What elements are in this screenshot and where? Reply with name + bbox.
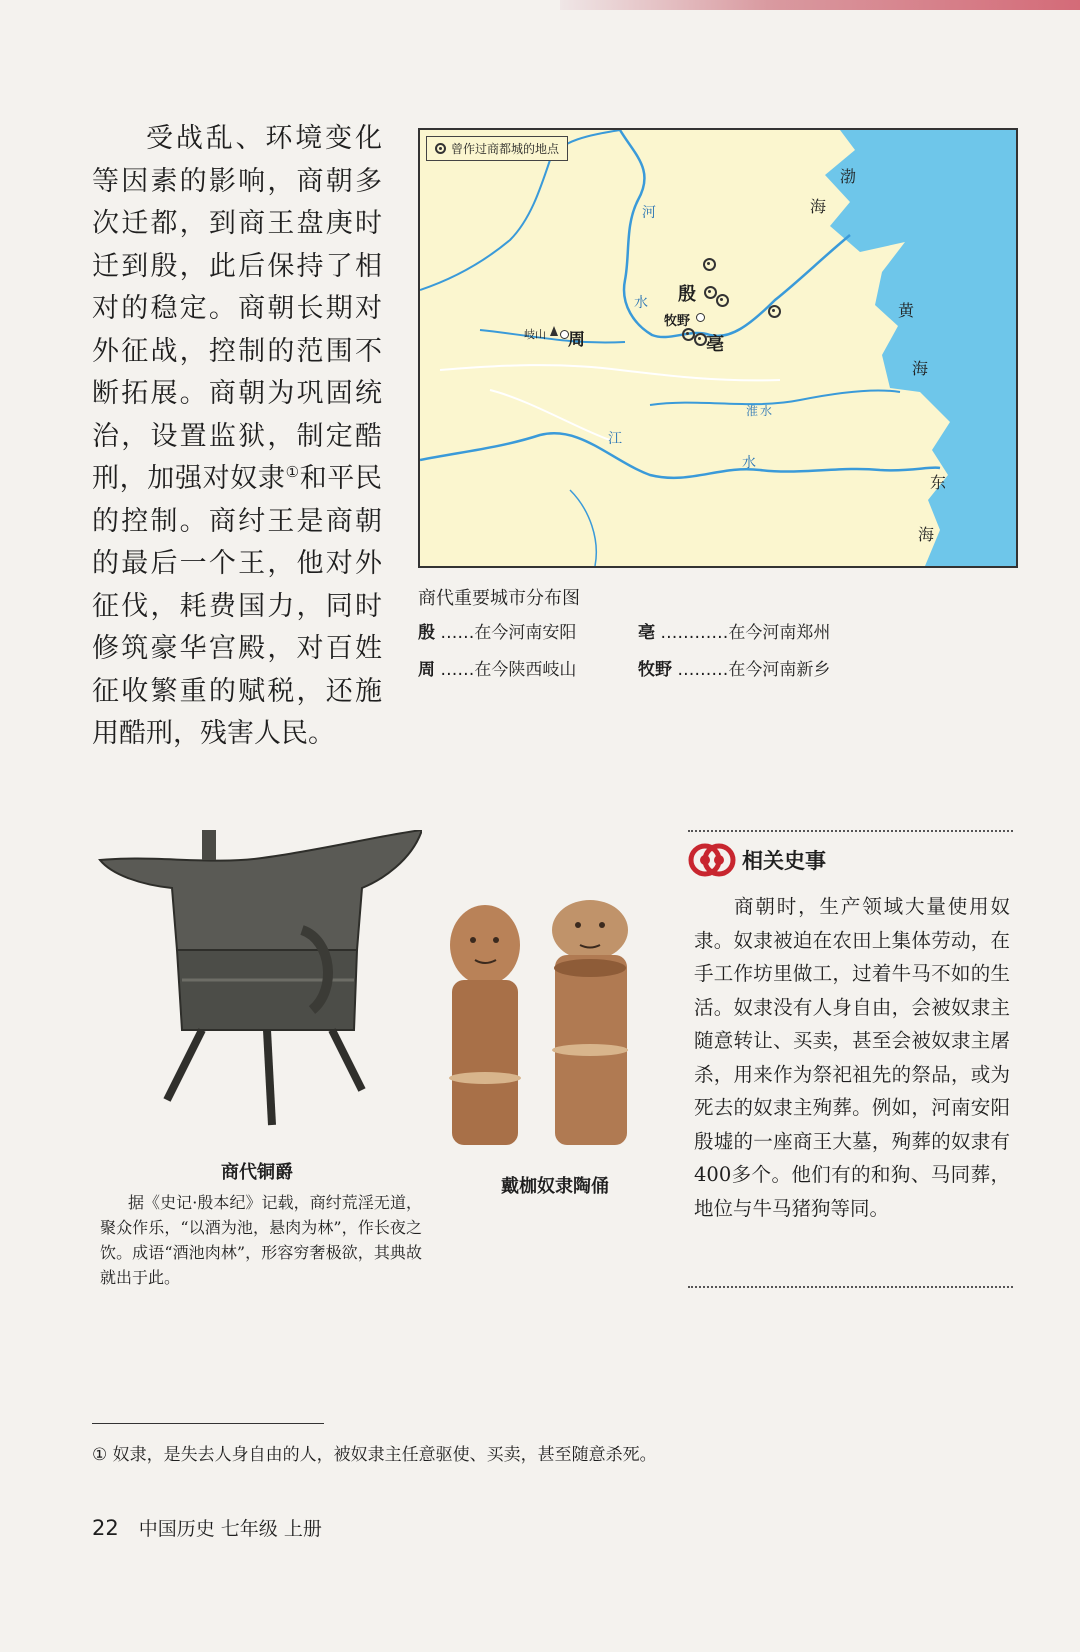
yangtze-river xyxy=(420,433,940,478)
river-label: 水 xyxy=(742,455,756,471)
map-note: 牧野 ………在今河南新乡 xyxy=(638,660,831,680)
slave-figurines-image xyxy=(430,900,655,1150)
mountain-icon xyxy=(550,326,558,336)
sea-label: 海 xyxy=(912,359,929,378)
related-history-box xyxy=(688,830,1013,1290)
city-label-yin: 殷 xyxy=(678,284,696,305)
yellow-river xyxy=(620,130,850,337)
huai-river xyxy=(650,390,900,405)
sea-label: 黄 xyxy=(898,301,915,320)
map-legend xyxy=(426,136,568,161)
map-note: 周 ……在今陕西岐山 xyxy=(418,660,577,680)
sea-label: 渤 xyxy=(840,167,857,186)
map-note: 殷 ……在今河南安阳 xyxy=(418,623,577,643)
figurines-caption: 戴枷奴隶陶俑 xyxy=(501,1176,609,1197)
city-label-muye: 牧野 xyxy=(664,314,691,329)
sidebar-title: 相关史事 xyxy=(742,849,826,873)
page-number: 22 xyxy=(92,1516,119,1540)
map-legend-label: 曾作过商都城的地点 xyxy=(451,142,560,156)
sea-label: 东 xyxy=(930,473,947,492)
top-dotted-divider xyxy=(688,830,1013,832)
river-label: 河 xyxy=(642,205,656,221)
jue-caption: 商代铜爵 xyxy=(221,1162,293,1183)
city-label-qishan: 岐山 xyxy=(524,328,546,341)
map-notes xyxy=(418,618,918,680)
bronze-jue-image xyxy=(92,830,422,1130)
book-title: 中国历史 七年级 上册 xyxy=(138,1518,322,1540)
city-label-zhou: 周 xyxy=(568,330,585,350)
map-caption: 商代重要城市分布图 xyxy=(418,588,580,609)
capital-symbol-icon xyxy=(435,143,446,154)
sidebar-header xyxy=(688,842,826,878)
capital-marker-icon xyxy=(768,305,781,318)
sea-label: 海 xyxy=(810,197,827,216)
sea-area xyxy=(825,130,1016,566)
shang-city-map xyxy=(418,128,1018,568)
top-edge-stripe xyxy=(560,0,1080,10)
jue-description: 据《史记·殷本纪》记载，商纣荒淫无道，聚众作乐，“以酒为池，悬肉为林”，作长夜之饮。成语“酒池肉林”，形容穷奢极欲，其典故就出于此。 xyxy=(100,1193,422,1287)
bottom-dotted-divider xyxy=(688,1286,1013,1288)
river-label: 淮 xyxy=(746,404,759,418)
page-footer xyxy=(92,1514,322,1541)
footnote: ① 奴隶，是失去人身自由的人，被奴隶主任意驱使、买卖，甚至随意杀死。 xyxy=(92,1445,657,1465)
sea-label: 海 xyxy=(918,525,935,544)
capital-marker-icon xyxy=(716,294,729,307)
city-label-bo: 亳 xyxy=(706,334,724,355)
map-note: 亳 …………在今河南郑州 xyxy=(638,623,831,643)
river-label: 江 xyxy=(608,431,622,447)
river-label: 水 xyxy=(760,404,773,418)
main-paragraph: 受战乱、环境变化等因素的影响，商朝多次迁都，到商王盘庚时迁到殷，此后保持了相对的稳定。商朝长期对外征战，控制的范围不断拓展。商朝为巩固统治，设置监狱，制定酷刑，加强对奴隶①和平民的控制。商纣王是商朝的最后一个王，他对外征伐，耗费国力，同时修筑豪华宫殿，对百姓征收繁重的赋税，还施用酷刑，残害人民。 xyxy=(92,123,383,749)
capital-marker-icon xyxy=(704,286,717,299)
footnote-rule xyxy=(92,1423,324,1424)
yangtze-branch xyxy=(570,490,596,566)
river-label: 水 xyxy=(634,295,648,311)
footnote-mark[interactable]: ① xyxy=(285,463,300,481)
capital-marker-icon xyxy=(703,258,716,271)
sidebar-body: 商朝时，生产领域大量使用奴隶。奴隶被迫在农田上集体劳动，在手工作坊里做工，过着牛马不如的生活。奴隶没有人身自由，会被奴隶主随意转让、买卖，甚至会被奴隶主屠杀，用来作为祭祀祖先的祭品，或为死去的奴隶主殉葬。例如，河南安阳殷墟的一座商王大墓，殉葬的奴隶有400多个。他们有的和狗、马同葬，地位与牛马猪狗等同。 xyxy=(694,895,1010,1220)
muye-marker-icon xyxy=(696,313,705,322)
related-history-icon xyxy=(688,842,736,878)
